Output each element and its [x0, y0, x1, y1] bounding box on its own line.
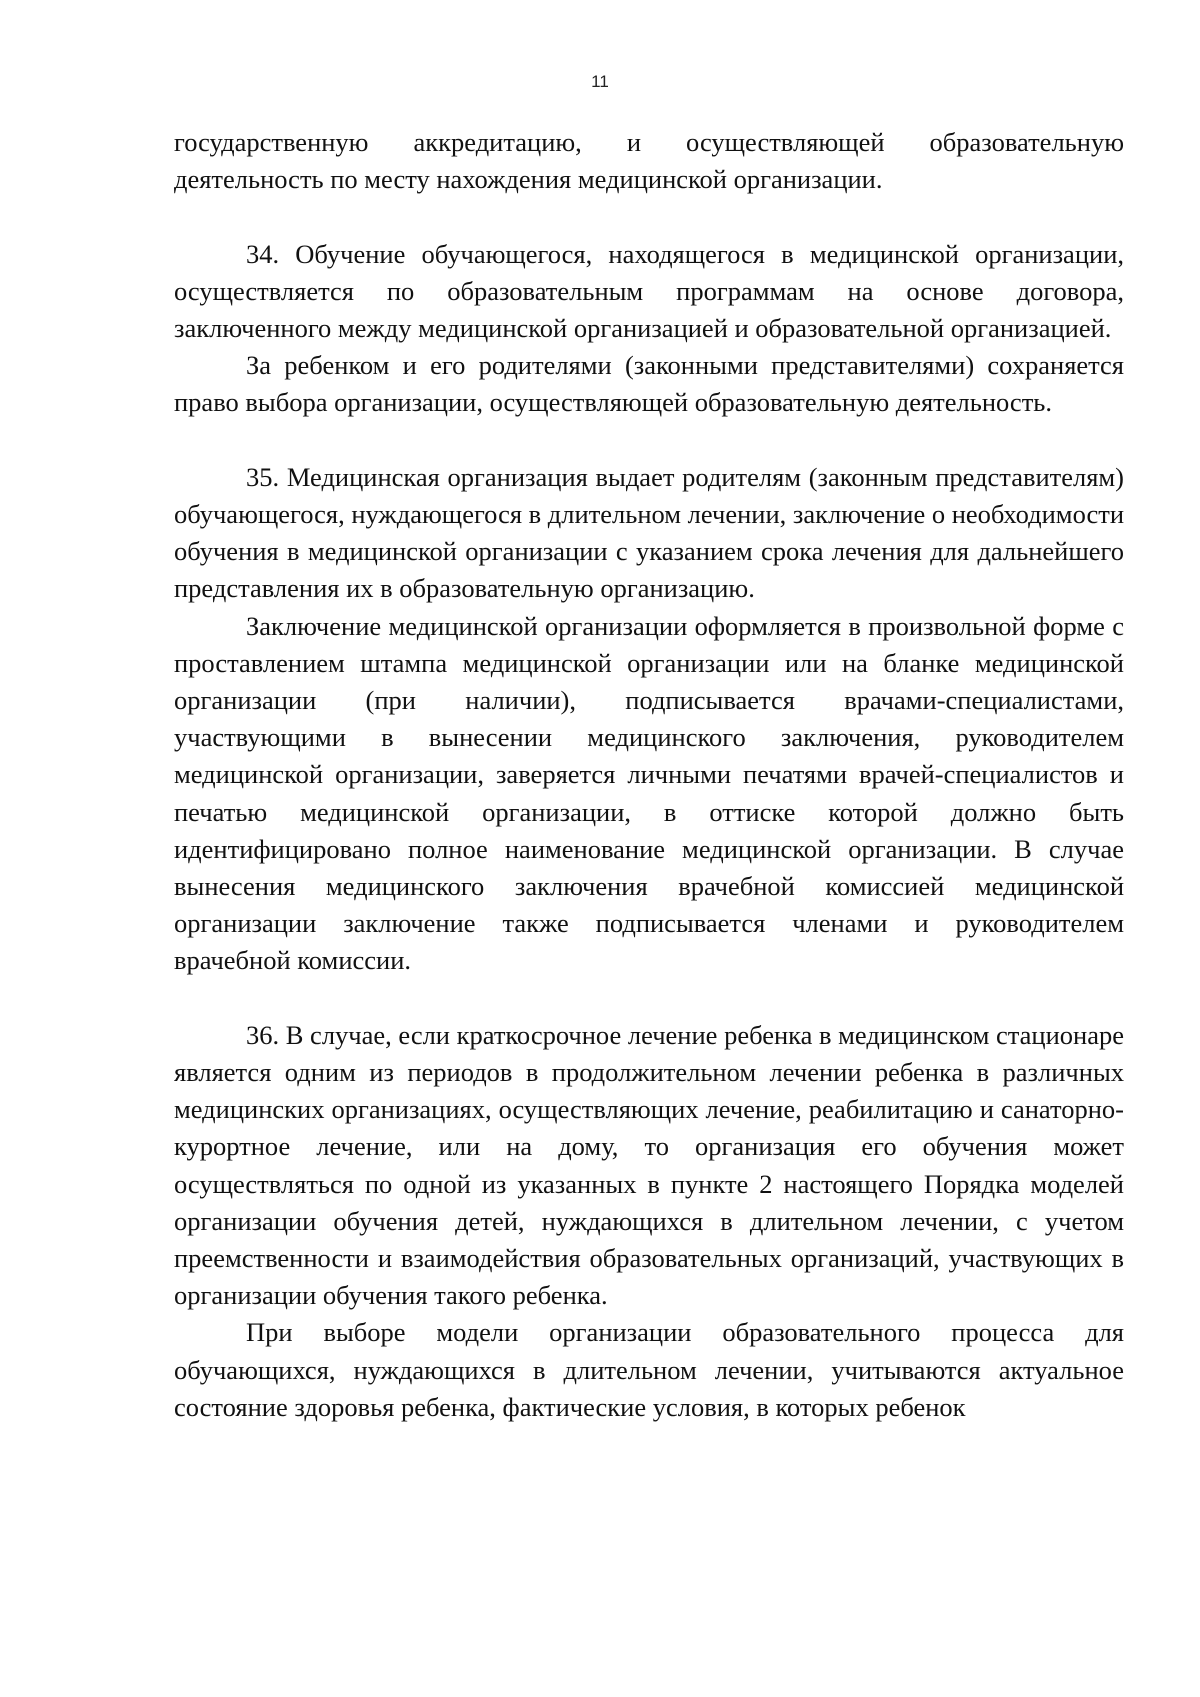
paragraph-item-34: 34. Обучение обучающегося, находящегося в медицинской организации, осуществляется по образовательным программам на основе договора, заключенного между медицинской организацией и образовательной организацией. — [174, 238, 1124, 343]
paragraph-item-35-conclusion: Заключение медицинской организации оформляется в произвольной форме с проставлением штампа медицинской организации или на бланке медицинской организации (при наличии), подписывается врачами-специалистами, участвующими в вынесении медицинского заключения, руководителем медицинской организации, заверяется личными печатями врачей-специалистов и печатью медицинской организации, в оттиске которой должно быть идентифицировано полное наименование медицинской организации. В случае вынесения медицинского заключения врачебной комиссией медицинской организации заключение также подписывается членами и руководителем врачебной комиссии. — [174, 610, 1124, 976]
document-body — [174, 124, 1124, 1426]
page-number: 11 — [591, 72, 609, 91]
paragraph-continuation: государственную аккредитацию, и осуществляющей образовательную деятельность по месту нахождения медицинской организации. — [174, 127, 1124, 195]
paragraph-item-35: 35. Медицинская организация выдает родителям (законным представителям) обучающегося, нуждающегося в длительном лечении, заключение о необходимости обучения в медицинской организации с указанием срока лечения для дальнейшего представления их в образовательную организацию. — [174, 461, 1124, 604]
paragraph-item-36-model-choice: При выборе модели организации образовательного процесса для обучающихся, нуждающихся в длительном лечении, учитываются актуальное состояние здоровья ребенка, фактические условия, в которых ребенок — [174, 1317, 1124, 1422]
paragraph-item-34-choice: За ребенком и его родителями (законными представителями) сохраняется право выбора организации, осуществляющей образовательную деятельность. — [174, 350, 1124, 418]
paragraph-item-36: 36. В случае, если краткосрочное лечение ребенка в медицинском стационаре является одним из периодов в продолжительном лечении ребенка в различных медицинских организациях, осуществляющих лечение, реабилитацию и санаторно-курортное лечение, или на дому, то организация его обучения может осуществляться по одной из указанных в пункте 2 настоящего Порядка моделей организации обучения детей, нуждающихся в длительном лечении, с учетом преемственности и взаимодействия образовательных организаций, участвующих в организации обучения такого ребенка. — [174, 1019, 1124, 1311]
